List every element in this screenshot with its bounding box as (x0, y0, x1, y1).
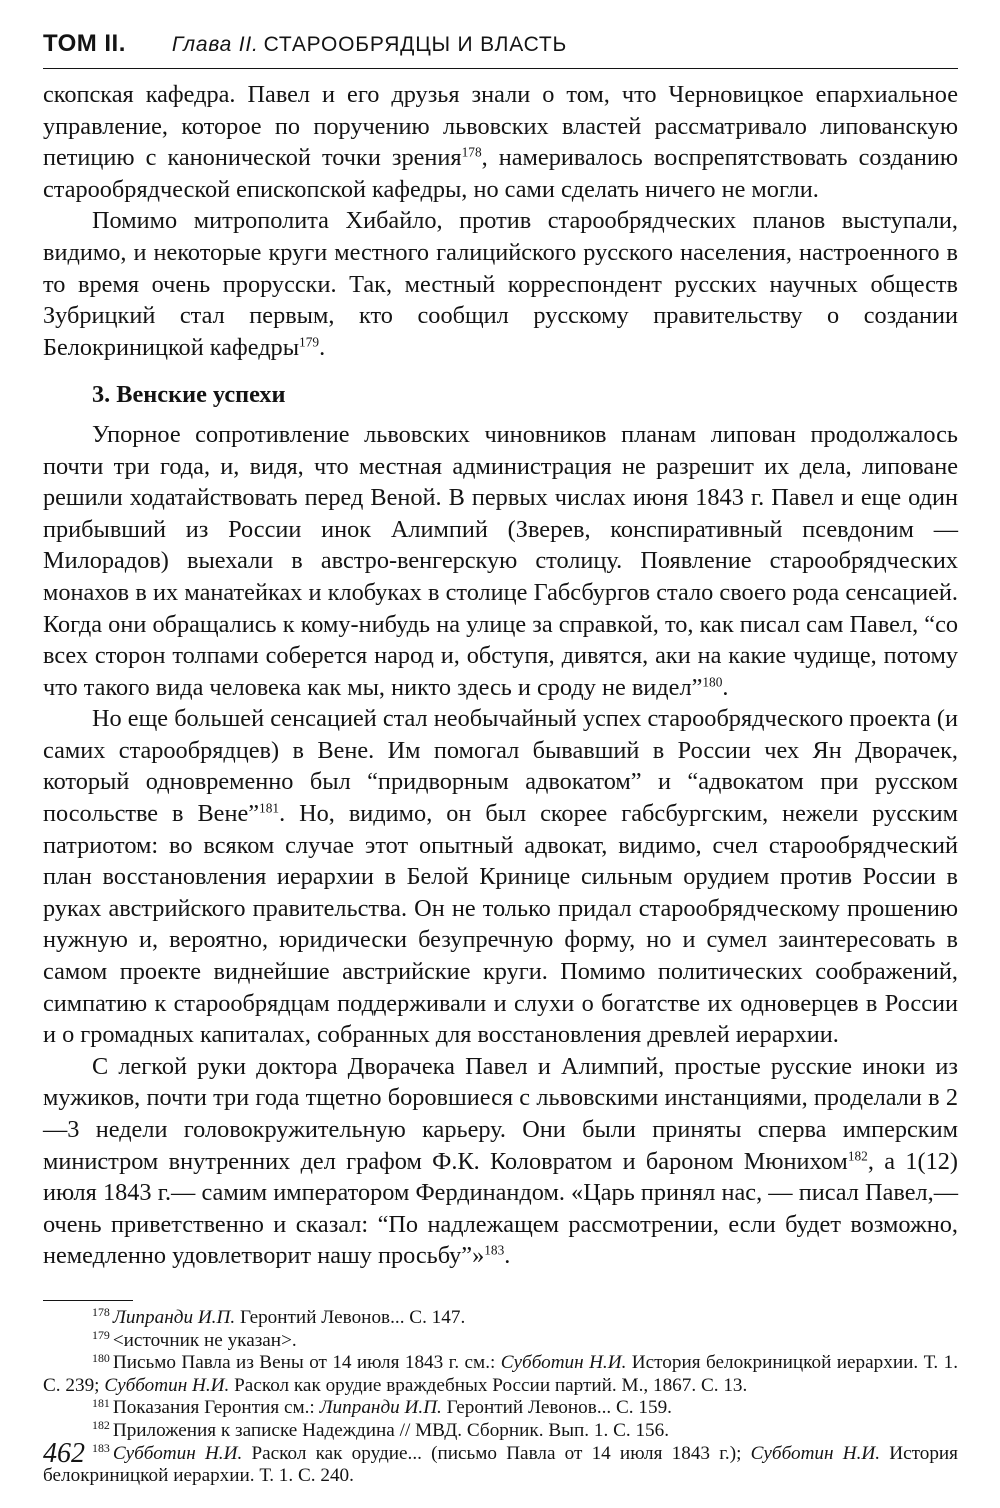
volume-label: ТОМ II. (43, 30, 126, 57)
paragraph-text: Упорное сопротивление львовских чиновников планам липован продолжалось почти три года, и, видя, что местная администрация не разрешит их дела, липоване решили ходатайствовать перед Веной. В первых числах июня 1843 г. Павел и еще один прибывший из России инок Алимпий (Зверев, конспиративный псевдоним — Милорадов) выехали в австро-венгерскую столицу. Появление старообрядческих монахов в их манатейках и клобуках в столице Габсбургов стало своего рода сенсацией. Когда они обращались к кому-нибудь на улице за справкой, то, как писал сам Павел, “со всех сторон толпами соберется народ и, обступя, дивятся, аки на какие чудище, потому что такого вида человека как мы, никто здесь и сроду не видел” (43, 420, 958, 701)
paragraph-text: , намеривалось воспрепятствовать созданию старообрядческой епископской кафедры, но сами сделать ничего не могли. (43, 144, 958, 203)
page-number: 462 (43, 1438, 85, 1469)
footnote-ref: 180 (702, 674, 723, 690)
footnote-number: 178 (92, 1305, 110, 1320)
footnote-text: Приложения к записке Надеждина // МВД. Сборник. Вып. 1. С. 156. (112, 1419, 670, 1441)
footnote (43, 1420, 958, 1443)
footnote (43, 1330, 958, 1353)
author-name: Субботин Н.И. (104, 1374, 230, 1396)
footnote-text: История белокриницкой иерархии. Т. 1. С. 240. (43, 1442, 959, 1487)
paragraph-text: . (722, 673, 729, 701)
footnote-ref: 178 (461, 144, 482, 160)
paragraph (43, 1051, 958, 1272)
footnote-text: Геронтий Левонов... С. 147. (235, 1306, 466, 1328)
author-name: Липранди И.П. (319, 1397, 442, 1419)
paragraph-text: скопская кафедра. Павел и его друзья знали о том, что Черновицкое епархиальное управление, которое по поручению львовских властей рассматривало липованскую петицию с канонической точки зрения (43, 81, 958, 172)
footnote-text: История белокриницкой иерархии. Т. 1. С. 239; (43, 1352, 958, 1396)
section-heading: 3. Венские успехи (92, 381, 286, 409)
footnote (43, 1352, 958, 1397)
footnote-ref: 181 (259, 800, 280, 816)
footnote-text: <источник не указан>. (112, 1329, 297, 1351)
paragraph-text: . (504, 1242, 511, 1270)
footnote-divider (43, 1300, 133, 1301)
footnote-text: Показания Геронтия см.: (112, 1397, 320, 1419)
author-name: Субботин Н.И. (500, 1352, 627, 1374)
footnote-text: Раскол как орудие... (письмо Павла от 14 июля 1843 г.); (242, 1442, 751, 1464)
footnote (43, 1397, 958, 1420)
paragraph-text: С легкой руки доктора Дворачека Павел и Алимпий, простые русские иноки из мужиков, почти три года тщетно боровшиеся с львовскими инстанциями, проделали в 2—3 недели головокружительную карьеру. Они были приняты сперва имперским министром внутренних дел графом Ф.К. Коловратом и бароном Мюнихом (43, 1052, 958, 1175)
footnote-text: Раскол как орудие враждебных России партий. М., 1867. С. 13. (229, 1374, 748, 1396)
footnote-number: 179 (92, 1328, 110, 1343)
chapter-heading (172, 33, 567, 57)
footnote-text: Письмо Павла из Вены от 14 июля 1843 г. см.: (112, 1352, 501, 1374)
footnote-ref: 182 (847, 1147, 868, 1163)
main-text (43, 79, 958, 1272)
footnote-text: Геронтий Левонов... С. 159. (441, 1397, 672, 1419)
chapter-label: Глава II. (171, 33, 259, 56)
footnote-number: 181 (92, 1395, 110, 1410)
paragraph (43, 703, 958, 1051)
paragraph (43, 419, 958, 703)
paragraph-text: . (319, 333, 326, 361)
footnote-number: 182 (92, 1418, 110, 1433)
author-name: Субботин Н.И. (750, 1442, 881, 1464)
paragraph-text: Но еще большей сенсацией стал необычайный успех старообрядческого проекта (и самих старообрядцев) в Вене. Им помогал бывавший в России чех Ян Дворачек, который одновременно был “придворным адвокатом” и “адвокатом при русском посольстве в Вене” (43, 705, 958, 828)
footnote-number: 183 (92, 1440, 110, 1455)
author-name: Липранди И.П. (112, 1306, 236, 1328)
footnote-ref: 183 (484, 1242, 505, 1258)
footnote-ref: 179 (299, 334, 320, 350)
footnote (43, 1440, 959, 1488)
paragraph-text: , а 1(12) июля 1843 г.— самим императором Фердинандом. «Царь принял нас, — писал Павел,— очень приветственно и сказал: “По надлежащем рассмотрении, если будет возможно, немедленно удовлетворит нашу просьбу”» (43, 1147, 958, 1270)
footnote-number: 180 (92, 1350, 110, 1365)
paragraph-text: . Но, видимо, он был скорее габсбургским, нежели русским патриотом: во всяком случае этот опытный адвокат, видимо, счел старообрядческий план восстановления иерархии в Белой Кринице сильным орудием против России в руках австрийского правительства. Он не только придал старообрядческому прошению нужную и, вероятно, юридически безупречную форму, но и сумел заинтересовать в самом проекте виднейшие австрийские круги. Помимо политических соображений, симпатию к старообрядцам поддерживали и слухи о богатстве их одноверцев в России и о громадных капиталах, собранных для восстановления древлей иерархии. (43, 800, 958, 1049)
chapter-title: СТАРООБРЯДЦЫ И ВЛАСТЬ (263, 33, 568, 56)
running-header (43, 30, 958, 69)
author-name: Субботин Н.И. (112, 1442, 243, 1464)
paragraph-text: Помимо митрополита Хибайло, против старообрядческих планов выступали, видимо, и некоторые круги местного галицийского русского населения, настроенного в то время очень прорусски. Так, местный корреспондент русских научных обществ Зубрицкий стал первым, кто сообщил русскому правительству о создании Белокриницкой кафедры (43, 207, 958, 361)
footnote (43, 1307, 958, 1330)
paragraph (43, 205, 958, 363)
footnotes (43, 1307, 958, 1488)
paragraph (43, 79, 958, 205)
